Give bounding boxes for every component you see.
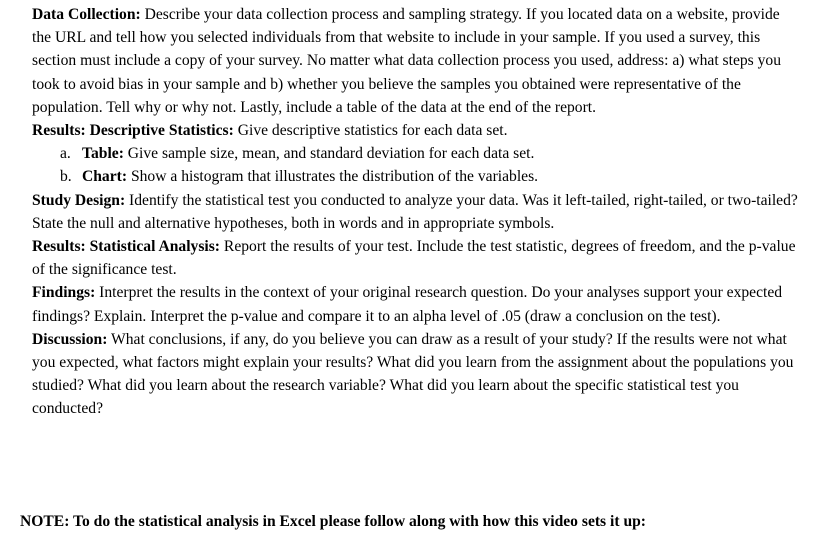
data-collection-heading: Data Collection:	[32, 6, 141, 23]
results-descriptive-paragraph	[32, 119, 802, 142]
data-collection-text: Describe your data collection process and sampling strategy. If you located data on a website, provide the URL and tell how you selected individuals from that website to include in your sample. If you used a survey, this section must include a copy of your survey. No matter what data collection process you used, address: a) what steps you took to avoid bias in your sample and b) whether you believe the samples you obtained were representative of the population. Tell why or why not. Lastly, include a table of the data at the end of the report.	[32, 6, 782, 116]
findings-text: Interpret the results in the context of your original research question. Do your analyses support your expected findings? Explain. Interpret the p-value and compare it to an alpha level of .05 (draw a conclusion on the test).	[32, 284, 783, 325]
list-item-chart	[32, 165, 802, 188]
assignment-instructions	[32, 3, 802, 421]
table-heading: Table:	[82, 145, 124, 163]
chart-heading: Chart:	[82, 168, 128, 186]
discussion-heading: Discussion:	[32, 330, 108, 348]
chart-text: Show a histogram that illustrates the distribution of the variables.	[127, 168, 539, 186]
study-design-text: Identify the statistical test you conducted to analyze your data. Was it left-tailed, right-tailed, or two-tailed? State the null and alternative hypotheses, both in words and in appropriate symbols.	[32, 191, 798, 232]
data-collection-paragraph	[32, 3, 802, 119]
study-design-paragraph	[32, 189, 802, 235]
list-marker: a.	[60, 145, 71, 163]
study-design-heading: Study Design:	[32, 191, 126, 209]
list-marker: b.	[60, 168, 72, 186]
results-descriptive-text: Give descriptive statistics for each data set.	[233, 122, 508, 140]
discussion-text: What conclusions, if any, do you believe you can draw as a result of your study? If the results were not what you expected, what factors might explain your results? What did you learn from the assignment about the populations you studied? What did you learn about the research variable? What did you learn about the specific statistical test you conducted?	[32, 330, 794, 418]
results-statistical-heading: Results: Statistical Analysis:	[32, 238, 221, 256]
results-statistical-text: Report the results of your test. Include the test statistic, degrees of freedom, and the p-value of the significance test.	[32, 238, 796, 279]
findings-paragraph	[32, 281, 802, 327]
results-statistical-paragraph	[32, 235, 802, 281]
findings-heading: Findings:	[32, 284, 96, 302]
excel-note: NOTE: To do the statistical analysis in Excel please follow along with how this video sets it up:	[20, 513, 646, 530]
discussion-paragraph	[32, 328, 802, 421]
list-item-table	[32, 142, 802, 165]
results-descriptive-heading: Results: Descriptive Statistics:	[32, 122, 234, 140]
table-text: Give sample size, mean, and standard deviation for each data set.	[123, 145, 535, 163]
